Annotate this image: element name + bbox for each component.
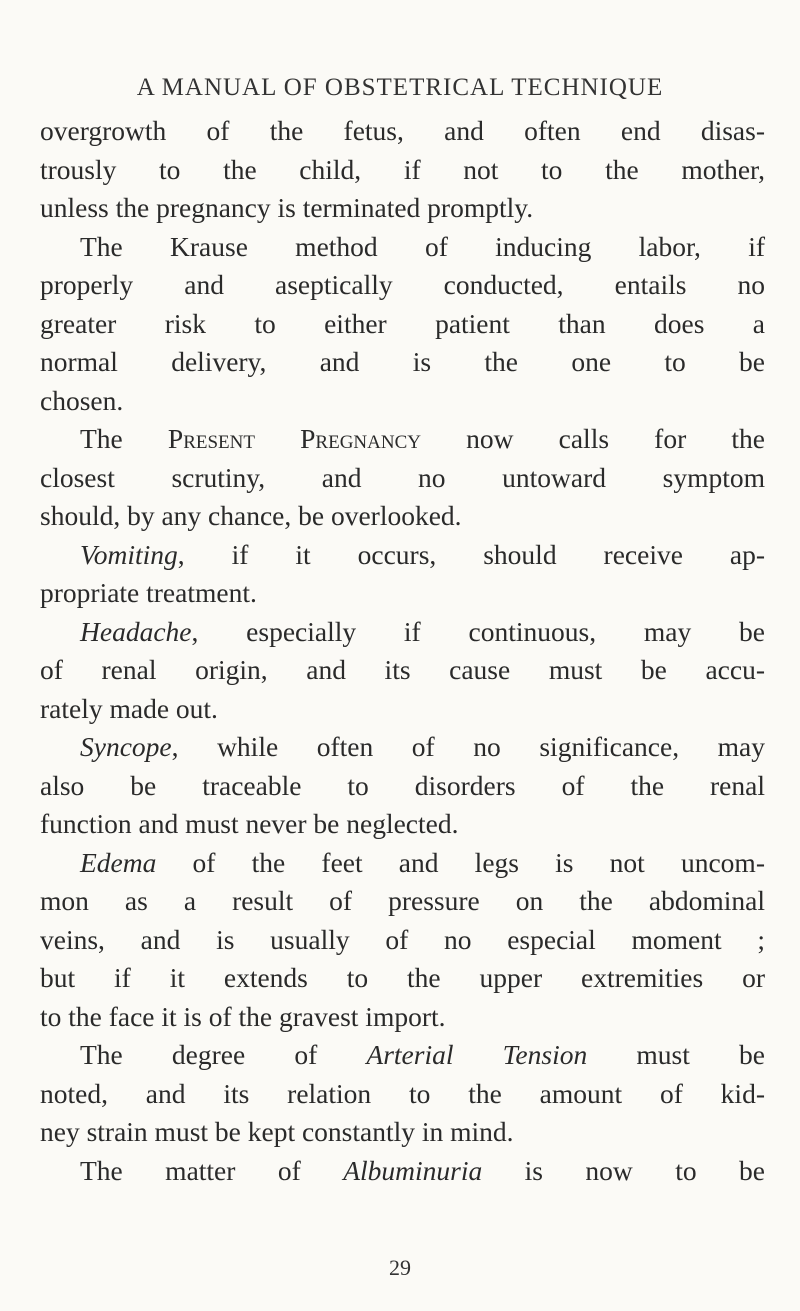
text-line: The Krause method of inducing labor, if	[80, 230, 765, 262]
text-line: but if it extends to the upper extremities or	[40, 962, 765, 993]
text-line: unless the pregnancy is terminated promptly.	[40, 192, 534, 223]
page-number: 29	[389, 1255, 411, 1280]
section-term: Present Pregnancy	[167, 423, 421, 454]
text-line: closest scrutiny, and no untoward symptom	[40, 461, 765, 493]
text-line: Edema of the feet and legs is not uncom-	[80, 846, 765, 878]
italic-term: Edema	[80, 846, 157, 878]
text-line: properly and aseptically conducted, entails no	[40, 269, 765, 300]
text-line: Vomiting, if it occurs, should receive ap-	[80, 538, 765, 570]
text-line: rately made out.	[40, 692, 218, 724]
text-line: chosen.	[40, 384, 124, 416]
text-line: veins, and is usually of no especial moment ;	[40, 923, 765, 955]
italic-term: Vomiting	[80, 538, 178, 570]
italic-term: Headache	[80, 615, 192, 647]
text-line: mon as a result of pressure on the abdominal	[40, 885, 765, 916]
text-line: ney strain must be kept constantly in mind.	[40, 1116, 514, 1147]
text-line: The Present Pregnancy now calls for the	[80, 423, 765, 454]
text-line: function and must never be neglected.	[40, 808, 459, 839]
text-line: The matter of Albuminuria is now to be	[80, 1154, 765, 1186]
text-line: propriate treatment.	[40, 577, 257, 608]
text-line: Headache, especially if continuous, may be	[80, 615, 765, 647]
text-line: trously to the child, if not to the mother,	[40, 153, 765, 185]
text-line: The degree of Arterial Tension must be	[80, 1039, 765, 1070]
text-line: noted, and its relation to the amount of kid-	[40, 1077, 765, 1109]
text-line: to the face it is of the gravest import.	[40, 1000, 446, 1032]
text-line: overgrowth of the fetus, and often end disas-	[40, 115, 765, 146]
text-line: Syncope, while often of no significance, may	[80, 731, 765, 762]
running-head: A MANUAL OF OBSTETRICAL TECHNIQUE	[136, 74, 664, 101]
text-line: of renal origin, and its cause must be accu-	[40, 654, 765, 685]
text-line: normal delivery, and is the one to be	[40, 346, 765, 377]
text-line: should, by any chance, be overlooked.	[40, 500, 462, 531]
text-line: also be traceable to disorders of the renal	[40, 769, 765, 801]
italic-term: Albuminuria	[343, 1154, 483, 1186]
body-text	[40, 112, 765, 1190]
italic-term: Arterial Tension	[366, 1039, 588, 1070]
italic-term: Syncope	[80, 731, 172, 762]
text-line: greater risk to either patient than does a	[40, 307, 765, 339]
